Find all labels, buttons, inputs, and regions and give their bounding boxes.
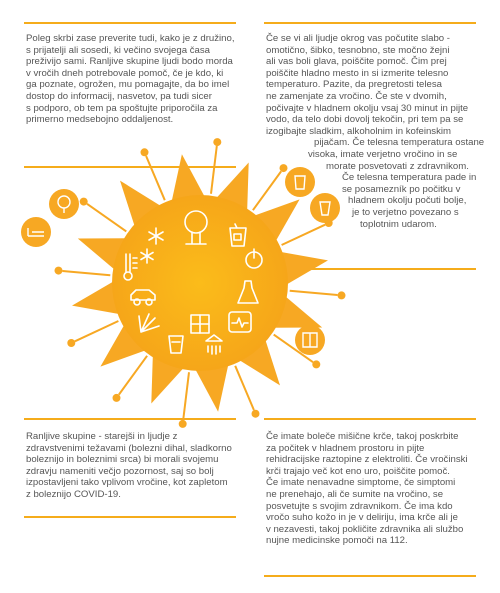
sun-ray-line bbox=[146, 156, 165, 200]
text-line: za počitek v hladnem prostoru in pijte bbox=[266, 442, 425, 454]
text-line: boleznijo in boleznimi srca) bi morali svojemu bbox=[26, 454, 219, 466]
sun-ray-dot bbox=[213, 138, 221, 146]
sun-ray-dot bbox=[67, 339, 75, 347]
sun-ray-line bbox=[235, 366, 254, 410]
text-line: v nezavesti, takoj pokličite zdravnika ali službo bbox=[266, 523, 464, 535]
top-right-text bbox=[266, 33, 485, 230]
text-line: ne prenehajo, ali če sumite na vročino, se bbox=[266, 488, 444, 500]
sun-ray-dot bbox=[312, 360, 320, 368]
bottom-left-text bbox=[26, 431, 238, 501]
sun-ray-line bbox=[119, 356, 147, 395]
text-line: toplotnim udarom. bbox=[360, 218, 437, 230]
text-line: hladnem okolju počuti bolje, bbox=[348, 195, 467, 207]
sun-ray-dot bbox=[338, 291, 346, 299]
text-line: preživijo sami. Ranljive skupine ljudi bodo morda bbox=[26, 56, 233, 68]
sun-ray-line bbox=[87, 204, 126, 232]
text-line: vročo suho kožo in je v deliriju, ima krče ali je bbox=[266, 512, 458, 524]
sun-ray-dot bbox=[113, 394, 121, 402]
text-line: v vročih dneh potrebovale pomoč, če je kdo, ki bbox=[26, 67, 224, 79]
text-line: ali vas boli glava, poiščite pomoč. Čim prej bbox=[266, 56, 447, 68]
text-line: pijačam. Če telesna temperatura ostane bbox=[314, 137, 485, 149]
text-line: Poleg skrbi zase preverite tudi, kako je z družino, bbox=[26, 33, 235, 44]
sun-ray-line bbox=[211, 146, 217, 194]
sun-ray-line bbox=[183, 372, 189, 420]
text-line: s prijatelji ali sosedi, ki večino svojega časa bbox=[26, 44, 210, 56]
sun-ray-dot bbox=[252, 410, 260, 418]
text-line: primerno medsebojno oddaljenost. bbox=[26, 114, 174, 126]
text-line: ne zamenjate za vročino. Če ste v dvomih, bbox=[266, 90, 447, 102]
sun-disc bbox=[112, 195, 288, 371]
text-line: posvetujte s svojim zdravnikom. Če ima kdo bbox=[266, 500, 453, 512]
text-line: vodo, da telo dobi dovolj tekočin, pri tem pa se bbox=[266, 114, 464, 126]
sun-ray-dot bbox=[179, 420, 187, 428]
text-line: morate posvetovati z zdravnikom. bbox=[326, 160, 469, 172]
text-line: Če se vi ali ljudje okrog vas počutite slabo - bbox=[266, 33, 450, 44]
sun-ray-dot bbox=[141, 148, 149, 156]
text-line: izpostavljeni tako vplivom vročine, kot zapletom bbox=[26, 477, 228, 489]
text-line: zdravju nameniti večjo pozornost, saj so bolj bbox=[26, 465, 214, 477]
text-line: visoka, imate verjetno vročino in se bbox=[308, 148, 458, 160]
text-line: z boleznijo COVID-19. bbox=[26, 488, 121, 500]
sun-ray-line bbox=[290, 291, 338, 295]
text-line: krči trajajo več kot eno uro, poiščite pomoč. bbox=[266, 465, 450, 477]
bed-icon bbox=[21, 217, 51, 247]
text-line: Ranljive skupine - starejši in ljudje z bbox=[26, 431, 178, 442]
text-line: nujne medicinske pomoči na 112. bbox=[266, 535, 408, 547]
text-line: ga poznate, ogrožen, mu pomagajte, da bo imel bbox=[26, 79, 230, 91]
text-line: dostop do informacij, nasvetov, pa tudi sicer bbox=[26, 90, 212, 102]
text-line: se posamezník po počitku v bbox=[342, 183, 461, 195]
text-line: temperaturo. Pazite, da pregretosti telesa bbox=[266, 79, 442, 91]
text-line: je to verjetno povezano s bbox=[352, 206, 459, 218]
text-line: počivajte v hladnem okolju vsaj 30 minut in pijte bbox=[266, 102, 469, 114]
sun-ray-dot bbox=[55, 267, 63, 275]
text-line: omotično, šibko, tesnobno, ste močno žejni bbox=[266, 44, 450, 56]
window-icon bbox=[295, 325, 325, 355]
text-line: zdravstvenimi težavami (bolezni dihal, sladkorno bbox=[26, 442, 232, 454]
text-line: s podporo, ob tem pa spoštujte priporočila za bbox=[26, 102, 218, 114]
text-line: Če imate nenavadne simptome, če simptomi bbox=[266, 477, 456, 489]
text-line: rehidracijske raztopine z elektroliti. Če vročinski bbox=[266, 454, 468, 466]
text-line: poiščite hladno mesto in si izmerite telesno bbox=[266, 67, 449, 79]
sun-ray-line bbox=[63, 271, 111, 275]
bottom-right-text bbox=[266, 431, 476, 547]
top-left-text bbox=[26, 33, 238, 126]
sun-ray-dot bbox=[80, 198, 88, 206]
text-line: izogibajte sladkim, alkoholnim in kofeinskim bbox=[266, 125, 452, 137]
text-line: Če telesna temperatura pade in bbox=[342, 172, 477, 184]
text-line: Če imate boleče mišične krče, takoj poskrbite bbox=[266, 431, 459, 442]
sun-ray-line bbox=[75, 321, 119, 341]
tree-icon bbox=[49, 189, 79, 219]
